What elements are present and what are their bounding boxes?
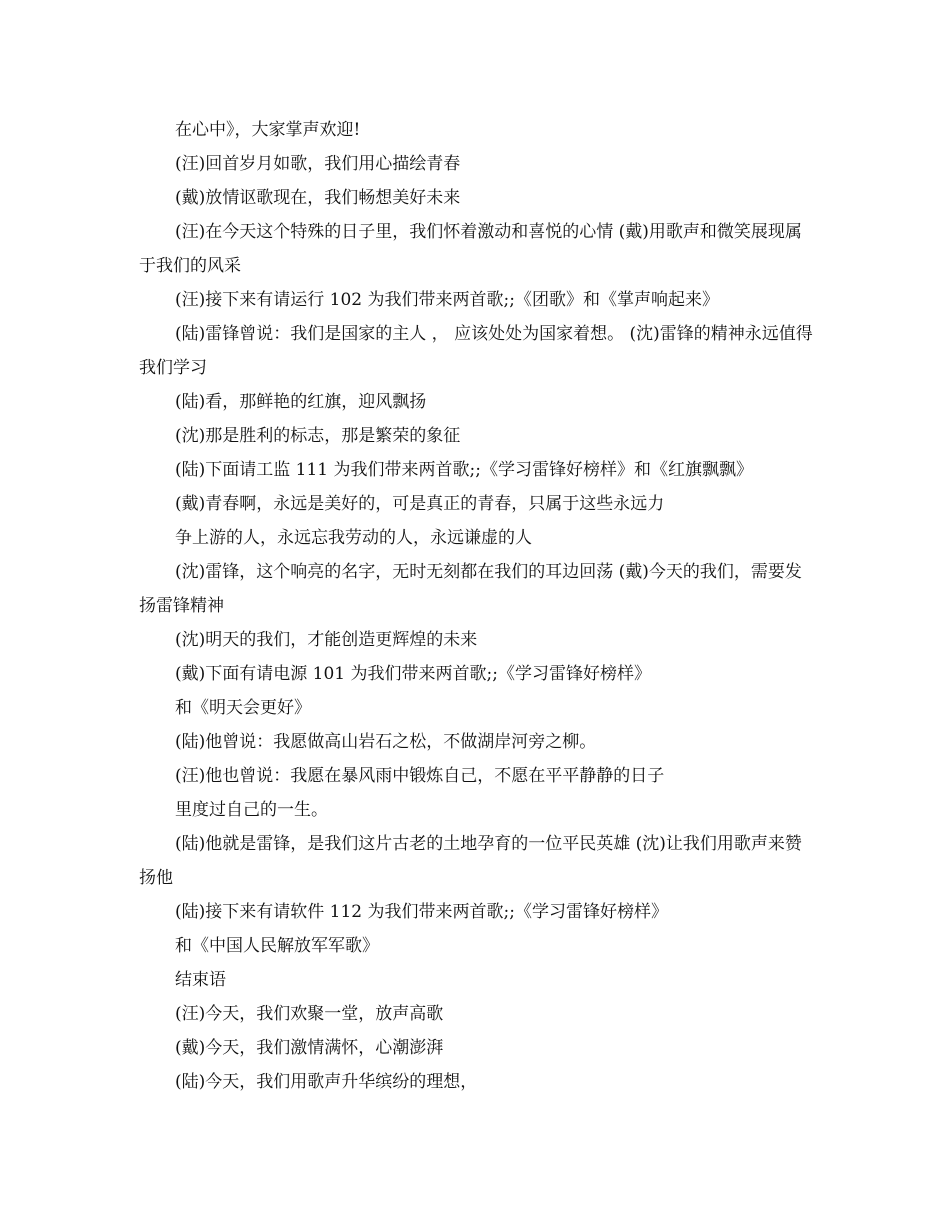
paragraph: (汪)回首岁月如歌，我们用心描绘青春: [175, 154, 461, 174]
paragraph: 和《中国人民解放军军歌》: [175, 936, 379, 956]
section-heading: 结束语: [175, 970, 226, 990]
paragraph: (陆)他曾说：我愿做高山岩石之松，不做湖岸河旁之柳。: [175, 732, 597, 752]
paragraph: (陆)今天，我们用歌声升华缤纷的理想，: [175, 1072, 478, 1092]
paragraph: (戴)下面有请电源 101 为我们带来两首歌;;《学习雷锋好榜样》: [175, 664, 651, 684]
paragraph: (沈)那是胜利的标志，那是繁荣的象征: [175, 426, 461, 446]
paragraph: (陆)他就是雷锋，是我们这片古老的土地孕育的一位平民英雄 (沈)让我们用歌声来赞扬他: [139, 834, 802, 888]
paragraph: (戴)放情讴歌现在，我们畅想美好未来: [175, 188, 461, 208]
paragraph: (沈)明天的我们，才能创造更辉煌的未来: [175, 630, 478, 650]
paragraph: 在心中》，大家掌声欢迎!: [175, 120, 361, 140]
paragraph: (陆)看，那鲜艳的红旗，迎风飘扬: [175, 392, 427, 412]
paragraph: (陆)下面请工监 111 为我们带来两首歌;;《学习雷锋好榜样》和《红旗飘飘》: [175, 460, 753, 480]
document-body: [139, 113, 815, 1099]
paragraph: (戴)青春啊，永远是美好的，可是真正的青春，只属于这些永远力: [175, 494, 665, 514]
paragraph: 和《明天会更好》: [175, 698, 311, 718]
paragraph: 争上游的人，永远忘我劳动的人，永远谦虚的人: [175, 528, 532, 548]
paragraph: (陆)雷锋曾说：我们是国家的主人 ， 应该处处为国家着想。 (沈)雷锋的精神永远值得我们学习: [139, 324, 813, 378]
paragraph: (汪)今天，我们欢聚一堂，放声高歌: [175, 1004, 444, 1024]
paragraph: (汪)在今天这个特殊的日子里，我们怀着激动和喜悦的心情 (戴)用歌声和微笑展现属于我们的风采: [139, 222, 802, 276]
paragraph: 里度过自己的一生。: [175, 800, 328, 820]
paragraph: (汪)接下来有请运行 102 为我们带来两首歌;;《团歌》和《掌声响起来》: [175, 290, 719, 310]
paragraph: (陆)接下来有请软件 112 为我们带来两首歌;;《学习雷锋好榜样》: [175, 902, 668, 922]
paragraph: (戴)今天，我们激情满怀，心潮澎湃: [175, 1038, 444, 1058]
paragraph: (沈)雷锋，这个响亮的名字，无时无刻都在我们的耳边回荡 (戴)今天的我们，需要发扬雷锋精神: [139, 562, 802, 616]
paragraph: (汪)他也曾说：我愿在暴风雨中锻炼自己，不愿在平平静静的日子: [175, 766, 665, 786]
